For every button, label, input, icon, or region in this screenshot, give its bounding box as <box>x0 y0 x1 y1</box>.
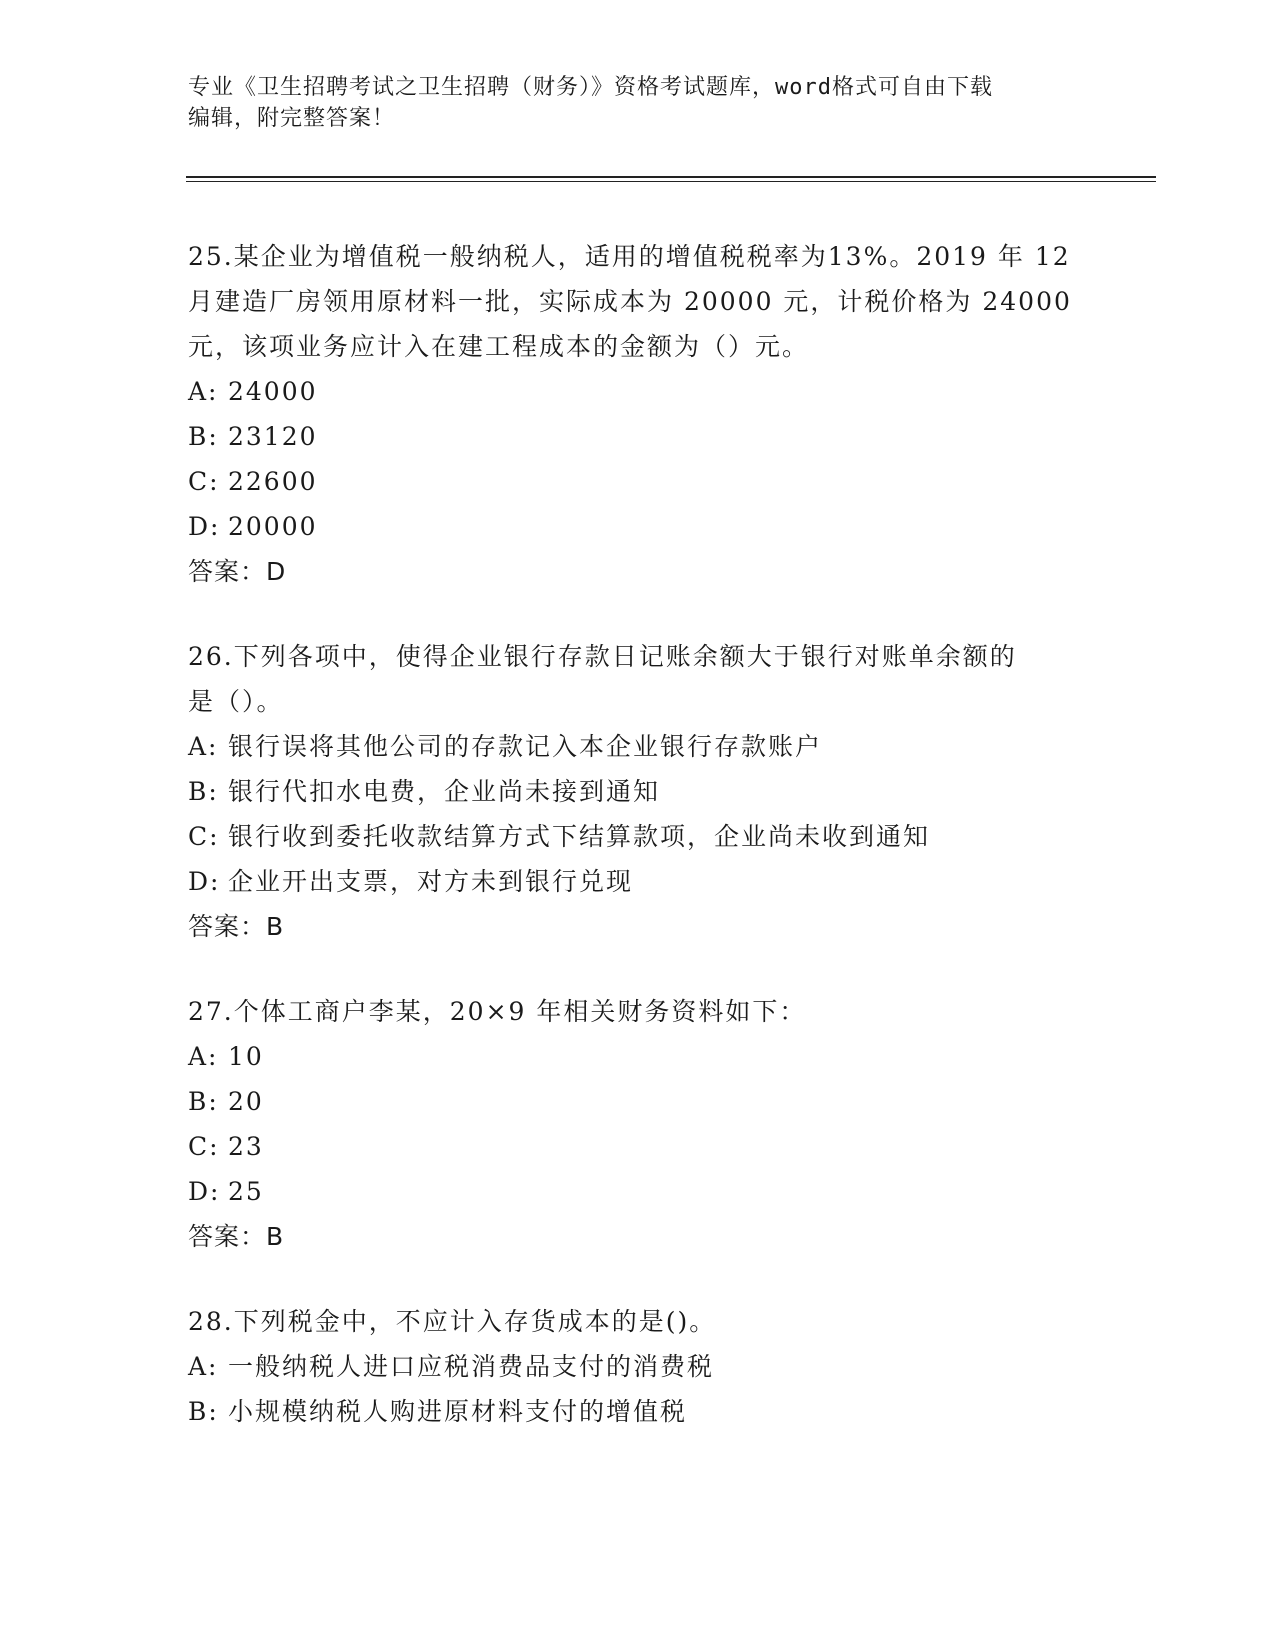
option-d: D: 20000 <box>188 512 318 541</box>
option-b: B: 20 <box>188 1087 264 1116</box>
option-c: C: 银行收到委托收款结算方式下结算款项，企业尚未收到通知 <box>188 822 931 851</box>
option-c: C: 23 <box>188 1132 264 1161</box>
option-a: A: 24000 <box>188 377 318 406</box>
question-text-line: 28.下列税金中，不应计入存货成本的是()。 <box>188 1307 717 1336</box>
question-text-line: 元，该项业务应计入在建工程成本的金额为（）元。 <box>188 332 810 361</box>
question-28 <box>188 1299 1088 1434</box>
question-25 <box>188 234 1088 594</box>
option-c: C: 22600 <box>188 467 318 496</box>
question-text-line: 26.下列各项中，使得企业银行存款日记账余额大于银行对账单余额的 <box>188 642 1017 671</box>
option-b: B: 银行代扣水电费，企业尚未接到通知 <box>188 777 661 806</box>
question-list <box>188 234 1088 1474</box>
answer-line: 答案：D <box>188 557 287 586</box>
option-a: A: 银行误将其他公司的存款记入本企业银行存款账户 <box>188 732 823 761</box>
header-divider-thin <box>186 181 1156 182</box>
option-a: A: 10 <box>188 1042 264 1071</box>
question-text-line: 是（）。 <box>188 687 284 716</box>
question-text-line: 27.个体工商户李某，20×9 年相关财务资料如下： <box>188 997 807 1026</box>
question-text-line: 25.某企业为增值税一般纳税人，适用的增值税税率为13%。2019 年 12 <box>188 242 1071 271</box>
answer-line: 答案：B <box>188 1222 285 1251</box>
option-b: B: 小规模纳税人购进原材料支付的增值税 <box>188 1397 688 1426</box>
option-d: D: 企业开出支票，对方未到银行兑现 <box>188 867 634 896</box>
question-26 <box>188 634 1088 949</box>
header-divider-thick <box>186 176 1156 178</box>
answer-line: 答案：B <box>188 912 285 941</box>
header-line-1: 专业《卫生招聘考试之卫生招聘（财务）》资格考试题库，word格式可自由下载 <box>188 75 993 100</box>
question-27 <box>188 989 1088 1259</box>
header-line-2: 编辑，附完整答案！ <box>188 106 396 131</box>
document-header <box>188 72 1068 134</box>
option-a: A: 一般纳税人进口应税消费品支付的消费税 <box>188 1352 715 1381</box>
option-d: D: 25 <box>188 1177 264 1206</box>
option-b: B: 23120 <box>188 422 318 451</box>
question-text-line: 月建造厂房领用原材料一批，实际成本为 20000 元，计税价格为 24000 <box>188 287 1072 316</box>
